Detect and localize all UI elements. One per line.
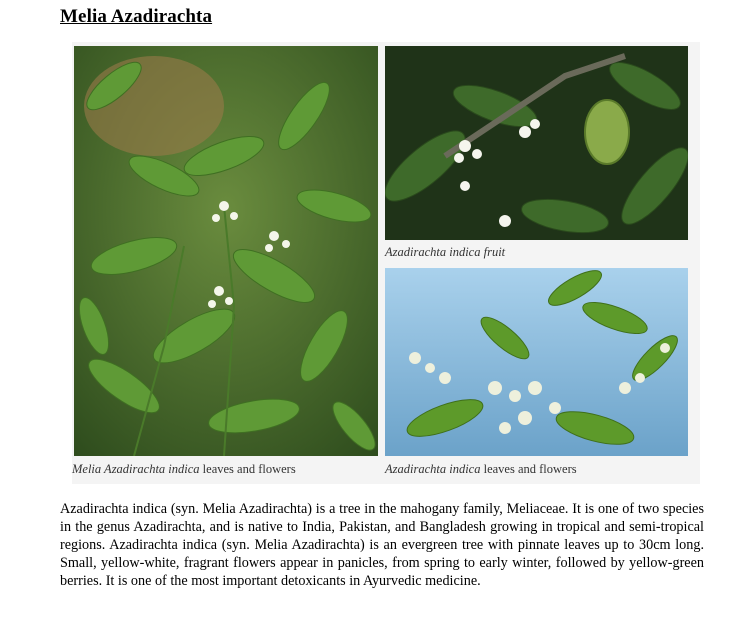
caption-species: Azadirachta indica: [385, 462, 481, 476]
photo-leaves-and-flowers: [74, 46, 378, 456]
caption-leaves-and-flowers-2: [385, 462, 577, 477]
caption-species: Azadirachta indica fruit: [385, 245, 506, 259]
caption-text: leaves and flowers: [480, 462, 577, 476]
photo-leaves-and-flowers-2: [385, 268, 688, 456]
page-title: Melia Azadirachta: [60, 6, 213, 27]
photo-fruit: [385, 46, 688, 240]
description-paragraph: Azadirachta indica (syn. Melia Azadirachta) is a tree in the mahogany family, Meliaceae. It is one of two species in the genus Azadirachta, and is native to India, Pakistan, and Bangladesh growing in tropical and semi-tropical regions. Azadirachta indica (syn. Melia Azadirachta) is an evergreen tree with pinnate leaves up to 30cm long. Small, yellow-white, fragrant flowers appear in panicles, from spring to early winter, followed by yellow-green berries. It is one of the most important detoxicants in Ayurvedic medicine.: [60, 501, 704, 589]
caption-species: Melia Azadirachta indica: [72, 462, 200, 476]
caption-leaves-and-flowers: [72, 462, 296, 477]
caption-fruit: [385, 245, 505, 260]
caption-text: leaves and flowers: [199, 462, 296, 476]
